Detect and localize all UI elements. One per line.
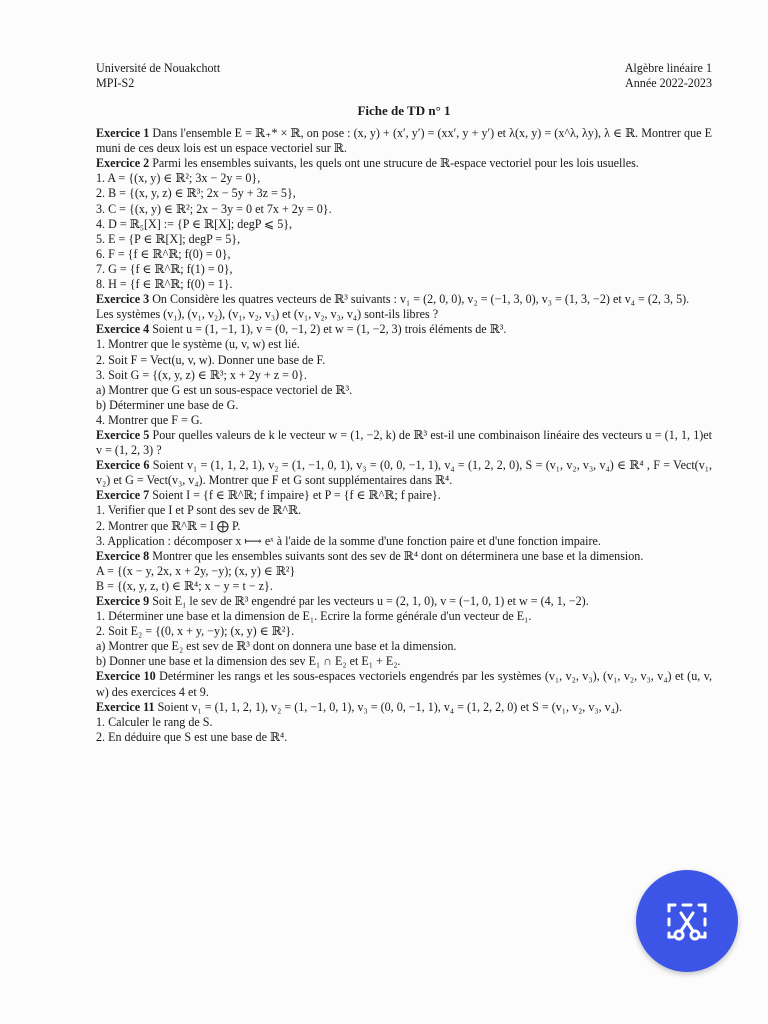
- exercise-text: 1. Verifier que I et P sont des sev de ℝ^ℝ.: [96, 503, 302, 518]
- course-level: MPI-S2: [96, 76, 135, 90]
- exercise-label: Exercice 4: [96, 322, 150, 337]
- exercise-list: [96, 126, 712, 745]
- exercise-line: [96, 277, 712, 292]
- exercise-text: a) Montrer que E₂ est sev de ℝ³ dont on donnera une base et la dimension.: [96, 639, 457, 654]
- exercise-line: [96, 715, 712, 730]
- exercise-line: [96, 579, 712, 594]
- exercise-label: Exercice 8: [96, 548, 150, 563]
- exercise-line: [96, 307, 712, 322]
- exercise-line: [96, 337, 712, 352]
- document-content: [96, 61, 712, 745]
- exercise-text: 8. H = {f ∈ ℝ^ℝ; f(0) = 1}.: [96, 277, 233, 292]
- exercise-text: 4. D = ℝ₅[X] := {P ∈ ℝ[X]; degP ⩽ 5},: [96, 216, 293, 231]
- exercise-label: Exercice 2: [96, 156, 150, 171]
- exercise-text: Dans l'ensemble E = ℝ₊* × ℝ, on pose : (x, y) + (x′, y′) = (xx′, y + y′) et λ(x, y) = (x^λ, λy), λ ∈ ℝ. Montrer que E muni de ces deux lois est un espace vectoriel sur ℝ.: [96, 126, 712, 156]
- exercise-label: Exercice 7: [96, 488, 150, 503]
- exercise-text: b) Donner une base et la dimension des sev E₁ ∩ E₂ et E₁ + E₂.: [96, 654, 401, 669]
- exercise-line: [96, 202, 712, 217]
- exercise-paragraph: [96, 458, 712, 488]
- exercise-text: Soient u = (1, −1, 1), v = (0, −1, 2) et w = (1, −2, 3) trois éléments de ℝ³.: [149, 322, 507, 337]
- exercise-text: Pour quelles valeurs de k le vecteur w = (1, −2, k) de ℝ³ est-il une combinaison linéaire des vecteurs u = (1, 1, 1)et v = (1, 2, 3) ?: [96, 427, 712, 458]
- exercise-text: Montrer que les ensembles suivants sont des sev de ℝ⁴ dont on déterminera une base et la dimension.: [149, 548, 644, 563]
- exercise-text: Parmi les ensembles suivants, les quels ont une strucure de ℝ-espace vectoriel pour les lois usuelles.: [149, 156, 639, 171]
- exercise-text: 6. F = {f ∈ ℝ^ℝ; f(0) = 0},: [96, 246, 231, 261]
- exercise-text: Les systèmes (v₁), (v₁, v₂), (v₁, v₂, v₃) et (v₁, v₂, v₃, v₄) sont-ils libres ?: [96, 307, 439, 322]
- exercise-text: Soient I = {f ∈ ℝ^ℝ; f impaire} et P = {f ∈ ℝ^ℝ; f paire}.: [149, 488, 441, 503]
- exercise-line: [96, 247, 712, 262]
- exercise-text: 3. Application : décomposer x ⟼ eˣ à l'aide de la somme d'une fonction paire et d'une fonction impaire.: [96, 533, 601, 548]
- header-right: [625, 61, 712, 91]
- exercise-text: Detérminer les rangs et les sous-espaces vectoriels engendrés par les systèmes (v₁, v₂, v₃), (v₁, v₂, v₃, v₄) et (u, v, w) des exercices 4 et 9.: [96, 669, 712, 699]
- exercise-paragraph: [96, 156, 712, 171]
- exercise-text: 1. Montrer que le système (u, v, w) est lié.: [96, 337, 300, 352]
- exercise-line: [96, 609, 712, 624]
- exercise-paragraph: [96, 669, 712, 699]
- exercise-text: 2. En déduire que S est une base de ℝ⁴.: [96, 729, 288, 744]
- exercise-line: [96, 519, 712, 534]
- exercise-text: Soient v₁ = (1, 1, 2, 1), v₂ = (1, −1, 0, 1), v₃ = (0, 0, −1, 1), v₄ = (1, 2, 2, 0), S = (v₁, v₂, v₃, v₄) ∈ ℝ⁴ , F = Vect(v₁, v₂) et G = Vect(v₃, v₄). Montrer que F et G sont supplémentaires dans ℝ⁴.: [96, 458, 712, 488]
- exercise-label: Exercice 3: [96, 292, 150, 307]
- exercise-line: [96, 639, 712, 654]
- exercise-line: [96, 368, 712, 383]
- exercise-text: 2. B = {(x, y, z) ∈ ℝ³; 2x − 5y + 3z = 5},: [96, 186, 296, 201]
- exercise-line: [96, 654, 712, 669]
- exercise-text: 3. C = {(x, y) ∈ ℝ²; 2x − 3y = 0 et 7x + 2y = 0}.: [96, 201, 332, 216]
- exercise-text: 1. Déterminer une base et la dimension de E₁. Ecrire la forme générale d'un vecteur de E₁.: [96, 609, 532, 624]
- exercise-paragraph: [96, 292, 712, 307]
- exercise-line: [96, 217, 712, 232]
- exercise-text: Soient v₁ = (1, 1, 2, 1), v₂ = (1, −1, 0, 1), v₃ = (0, 0, −1, 1), v₄ = (1, 2, 2, 0) et S = (v₁, v₂, v₃, v₄).: [154, 699, 622, 714]
- exercise-text: 4. Montrer que F = G.: [96, 412, 203, 427]
- exercise-line: [96, 730, 712, 745]
- document-header: [96, 61, 712, 91]
- exercise-paragraph: [96, 700, 712, 715]
- screenshot-crop-button[interactable]: [636, 870, 738, 972]
- exercise-label: Exercice 1: [96, 126, 150, 141]
- exercise-line: [96, 534, 712, 549]
- academic-year: Année 2022-2023: [625, 76, 712, 90]
- exercise-paragraph: [96, 322, 712, 337]
- exercise-line: [96, 503, 712, 518]
- exercise-paragraph: [96, 126, 712, 156]
- exercise-line: [96, 398, 712, 413]
- exercise-line: [96, 171, 712, 186]
- exercise-text: b) Déterminer une base de G.: [96, 397, 239, 412]
- scissors-crop-icon: [663, 897, 711, 945]
- exercise-line: [96, 262, 712, 277]
- exercise-text: Soit E₁ le sev de ℝ³ engendré par les vecteurs u = (2, 1, 0), v = (−1, 0, 1) et w = (4, 1, −2).: [149, 594, 589, 608]
- exercise-text: 1. A = {(x, y) ∈ ℝ²; 3x − 2y = 0},: [96, 171, 261, 186]
- exercise-label: Exercice 11: [96, 699, 155, 714]
- exercise-text: a) Montrer que G est un sous-espace vectoriel de ℝ³.: [96, 382, 353, 397]
- exercise-line: [96, 413, 712, 428]
- exercise-paragraph: [96, 488, 712, 503]
- exercise-text: 2. Soit F = Vect(u, v, w). Donner une base de F.: [96, 352, 326, 367]
- exercise-text: On Considère les quatres vecteurs de ℝ³ suivants : v₁ = (2, 0, 0), v₂ = (−1, 3, 0), v₃ = (1, 3, −2) et v₄ = (2, 3, 5).: [149, 292, 690, 307]
- exercise-label: Exercice 9: [96, 594, 150, 608]
- exercise-text: B = {(x, y, z, t) ∈ ℝ⁴; x − y = t − z}.: [96, 578, 273, 593]
- exercise-label: Exercice 10: [96, 669, 156, 684]
- exercise-text: 2. Montrer que ℝ^ℝ = I ⨁ P.: [96, 518, 241, 533]
- exercise-label: Exercice 6: [96, 458, 150, 473]
- exercise-label: Exercice 5: [96, 427, 150, 442]
- exercise-text: 7. G = {f ∈ ℝ^ℝ; f(1) = 0},: [96, 261, 233, 276]
- exercise-line: [96, 186, 712, 201]
- exercise-line: [96, 232, 712, 247]
- exercise-paragraph: [96, 549, 712, 564]
- exercise-line: [96, 383, 712, 398]
- exercise-paragraph: [96, 594, 712, 609]
- exercise-paragraph: [96, 428, 712, 458]
- exercise-text: 5. E = {P ∈ ℝ[X]; degP = 5},: [96, 231, 241, 246]
- header-left: [96, 61, 220, 91]
- exercise-text: A = {(x − y, 2x, x + 2y, −y); (x, y) ∈ ℝ²}: [96, 563, 296, 578]
- exercise-line: [96, 353, 712, 368]
- exercise-text: 1. Calculer le rang de S.: [96, 714, 213, 729]
- exercise-line: [96, 624, 712, 639]
- course-name: Algèbre linéaire 1: [624, 61, 712, 75]
- university-name: Université de Nouakchott: [96, 61, 221, 75]
- exercise-line: [96, 564, 712, 579]
- exercise-text: 2. Soit E₂ = {(0, x + y, −y); (x, y) ∈ ℝ²}.: [96, 624, 295, 639]
- page-title: Fiche de TD n° 1: [357, 103, 451, 118]
- exercise-text: 3. Soit G = {(x, y, z) ∈ ℝ³; x + 2y + z = 0}.: [96, 367, 307, 382]
